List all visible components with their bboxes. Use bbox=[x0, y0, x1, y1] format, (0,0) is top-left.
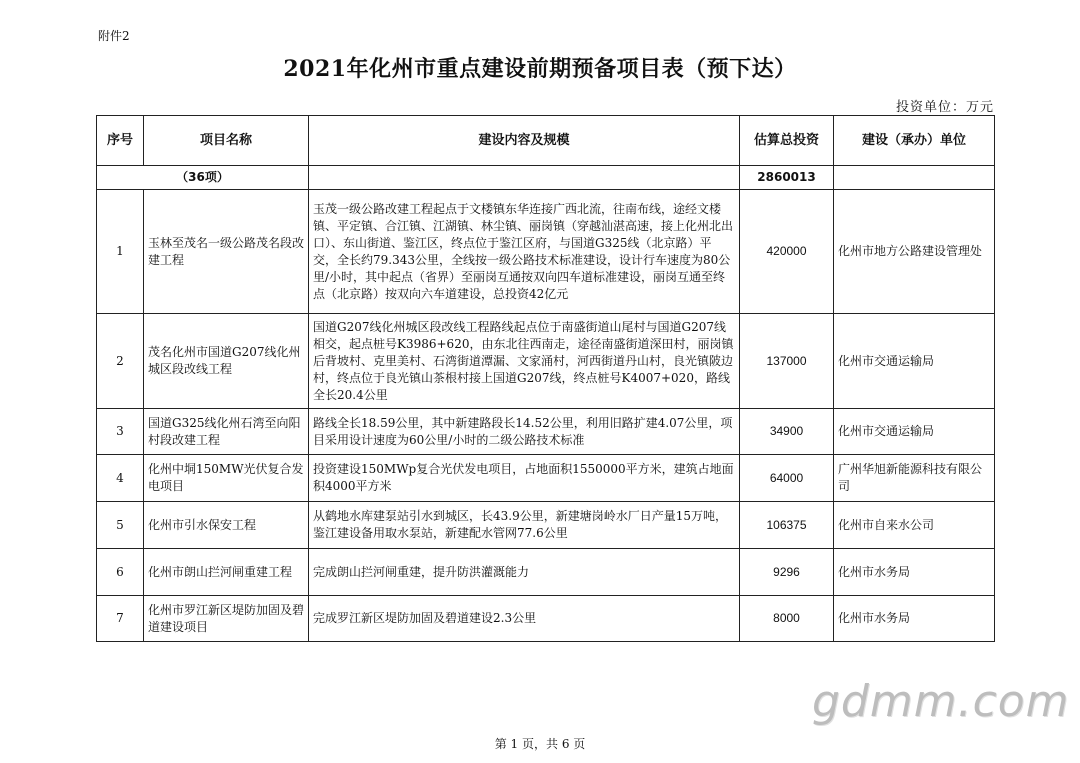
row-no: 5 bbox=[97, 502, 144, 549]
row-investment: 9296 bbox=[740, 549, 834, 596]
summary-row bbox=[97, 166, 995, 190]
row-content: 完成罗江新区堤防加固及碧道建设2.3公里 bbox=[309, 596, 740, 642]
row-investment: 137000 bbox=[740, 314, 834, 409]
row-name: 化州市引水保安工程 bbox=[144, 502, 309, 549]
table-row bbox=[97, 314, 995, 409]
row-no: 7 bbox=[97, 596, 144, 642]
row-investment: 64000 bbox=[740, 455, 834, 502]
summary-empty-content bbox=[309, 166, 740, 190]
document-title: 2021年化州市重点建设前期预备项目表（预下达） bbox=[283, 56, 797, 82]
row-content: 路线全长18.59公里，其中新建路段长14.52公里，利用旧路扩建4.07公里，项目采用设计速度为60公里/小时的二级公路技术标准 bbox=[309, 409, 740, 455]
row-unit: 化州市自来水公司 bbox=[834, 502, 995, 549]
row-name: 化州市罗江新区堤防加固及碧道建设项目 bbox=[144, 596, 309, 642]
table-row bbox=[97, 596, 995, 642]
row-unit: 化州市地方公路建设管理处 bbox=[834, 190, 995, 314]
table-row bbox=[97, 409, 995, 455]
row-unit: 化州市水务局 bbox=[834, 596, 995, 642]
row-content: 国道G207线化州城区段改线工程路线起点位于南盛街道山尾村与国道G207线相交，起点桩号K3986+620，由东北往西南走，途径南盛街道深田村，丽岗镇后背坡村、克里美村、石湾街道潭漏、文家涌村，河西街道丹山村，良光镇陂边村，终点位于良光镇山茶根村接上国道G207线，终点桩号K4007+020，路线全长20.4公里 bbox=[309, 314, 740, 409]
table-row bbox=[97, 502, 995, 549]
header-name: 项目名称 bbox=[144, 116, 309, 166]
header-content: 建设内容及规模 bbox=[309, 116, 740, 166]
attachment-label: 附件2 bbox=[98, 29, 130, 43]
table-row bbox=[97, 190, 995, 314]
watermark: gdmm.com bbox=[812, 676, 1070, 727]
summary-empty-unit bbox=[834, 166, 995, 190]
table-header-row bbox=[97, 116, 995, 166]
row-unit: 化州市水务局 bbox=[834, 549, 995, 596]
row-content: 从鹤地水库建泵站引水到城区，长43.9公里，新建塘岗岭水厂日产量15万吨，鉴江建设备用取水泵站，新建配水管网77.6公里 bbox=[309, 502, 740, 549]
row-no: 6 bbox=[97, 549, 144, 596]
row-content: 玉茂一级公路改建工程起点于文楼镇东华连接广西北流，往南布线，途经文楼镇、平定镇、合江镇、江湖镇、林尘镇、丽岗镇（穿越汕湛高速，接上化州北出口）、东山街道、鉴江区，终点位于鉴江区府，与国道G325线（北京路）平交，全长约79.343公里，全线按一级公路技术标准建设，设计行车速度为80公里/小时，其中起点（省界）至丽岗互通按双向四车道标准建设，丽岗互通至终点（北京路）按双向六车道建设，总投资42亿元 bbox=[309, 190, 740, 314]
header-unit: 建设（承办）单位 bbox=[834, 116, 995, 166]
row-unit: 化州市交通运输局 bbox=[834, 314, 995, 409]
row-no: 3 bbox=[97, 409, 144, 455]
summary-investment: 2860013 bbox=[740, 166, 834, 190]
row-unit: 化州市交通运输局 bbox=[834, 409, 995, 455]
summary-label: （36项） bbox=[97, 166, 309, 190]
header-no: 序号 bbox=[97, 116, 144, 166]
row-name: 国道G325线化州石湾至向阳村段改建工程 bbox=[144, 409, 309, 455]
row-investment: 420000 bbox=[740, 190, 834, 314]
table-row bbox=[97, 455, 995, 502]
row-name: 玉林至茂名一级公路茂名段改建工程 bbox=[144, 190, 309, 314]
investment-unit-note: 投资单位：万元 bbox=[895, 100, 994, 115]
header-investment: 估算总投资 bbox=[740, 116, 834, 166]
row-investment: 106375 bbox=[740, 502, 834, 549]
row-no: 1 bbox=[97, 190, 144, 314]
row-name: 化州市朗山拦河闸重建工程 bbox=[144, 549, 309, 596]
table-row bbox=[97, 549, 995, 596]
row-name: 化州中垌150MW光伏复合发电项目 bbox=[144, 455, 309, 502]
page-footer: 第 1 页，共 6 页 bbox=[494, 737, 586, 751]
row-investment: 34900 bbox=[740, 409, 834, 455]
row-unit: 广州华旭新能源科技有限公司 bbox=[834, 455, 995, 502]
row-no: 4 bbox=[97, 455, 144, 502]
row-investment: 8000 bbox=[740, 596, 834, 642]
row-name: 茂名化州市国道G207线化州城区段改线工程 bbox=[144, 314, 309, 409]
row-content: 投资建设150MWp复合光伏发电项目，占地面积1550000平方米，建筑占地面积4000平方米 bbox=[309, 455, 740, 502]
row-no: 2 bbox=[97, 314, 144, 409]
project-table bbox=[96, 115, 995, 642]
row-content: 完成朗山拦河闸重建，提升防洪灌溉能力 bbox=[309, 549, 740, 596]
